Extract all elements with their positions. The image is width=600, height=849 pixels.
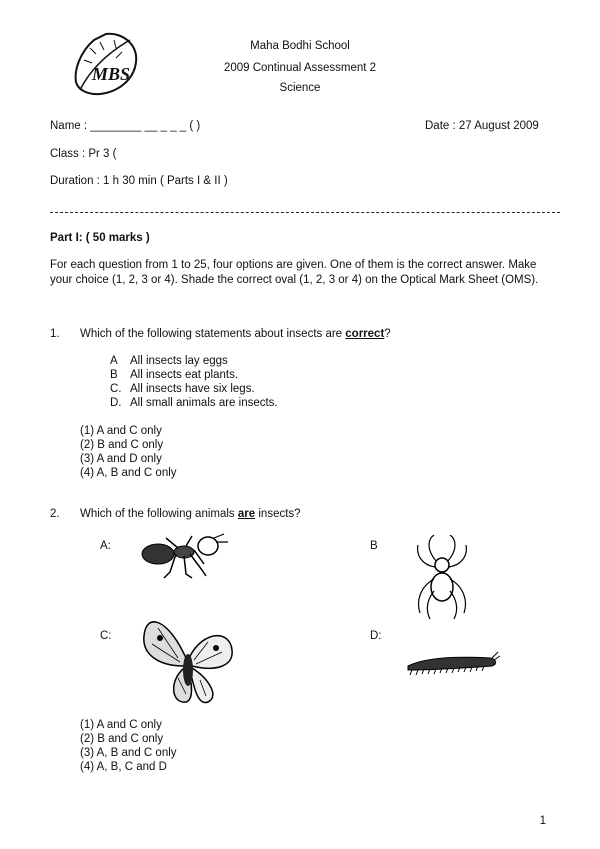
part1-title: Part I: ( 50 marks ): [50, 232, 150, 244]
q2-choice-4: (4) A, B, C and D: [80, 761, 167, 773]
millipede-icon: [404, 648, 500, 678]
q1-statement: All insects eat plants.: [130, 369, 239, 381]
school-name: Maha Bodhi School: [250, 40, 350, 52]
assessment-title: 2009 Continual Assessment 2: [223, 62, 377, 74]
q1-statement: All insects have six legs.: [130, 383, 255, 395]
q1-text: Which of the following statements about insects are correct?: [80, 328, 391, 340]
q2-choice-2: (2) B and C only: [80, 733, 164, 745]
q2-choice-3: (3) A, B and C only: [80, 747, 177, 759]
page-number: 1: [539, 815, 546, 827]
q2-choice-1: (1) A and C only: [80, 719, 162, 731]
date-field: Date : 27 August 2009: [425, 120, 539, 132]
subject-title: Science: [279, 82, 321, 94]
q1-statement-letter: B: [110, 369, 118, 381]
q1-choice-2: (2) B and C only: [80, 439, 164, 451]
q1-statement-letter: A: [110, 355, 118, 367]
q2-number: 2.: [50, 508, 60, 520]
ant-icon: [136, 532, 232, 582]
q1-choice-1: (1) A and C only: [80, 425, 162, 437]
q2-text: Which of the following animals are insects?: [80, 508, 301, 520]
q1-statement: All small animals are insects.: [130, 397, 278, 409]
duration-field: Duration : 1 h 30 min ( Parts I & II ): [50, 175, 228, 187]
q1-number: 1.: [50, 328, 60, 340]
divider: [50, 212, 560, 213]
q1-statement-letter: C.: [110, 383, 122, 395]
animal-label-b: B: [370, 540, 378, 552]
class-field: Class : Pr 3 (: [50, 148, 117, 160]
animal-label-a: A:: [100, 540, 111, 552]
logo-lettering: MBS: [92, 64, 131, 84]
q1-statement-letter: D.: [110, 397, 122, 409]
name-field: Name : ________ __ _ _ _ ( ): [50, 120, 201, 132]
animal-label-c: C:: [100, 630, 112, 642]
q1-statement: All insects lay eggs: [130, 355, 228, 367]
spider-icon: [412, 535, 472, 620]
butterfly-icon: [138, 608, 238, 708]
q1-choice-4: (4) A, B and C only: [80, 467, 177, 479]
part1-instructions: For each question from 1 to 25, four options are given. One of them is the correct answer. Make your choice (1, 2, 3 or 4). Shade the correct oval (1, 2, 3 or 4) on the Optical Mark Sheet (OMS).: [50, 259, 539, 286]
animal-label-d: D:: [370, 630, 382, 642]
q1-choice-3: (3) A and D only: [80, 453, 162, 465]
